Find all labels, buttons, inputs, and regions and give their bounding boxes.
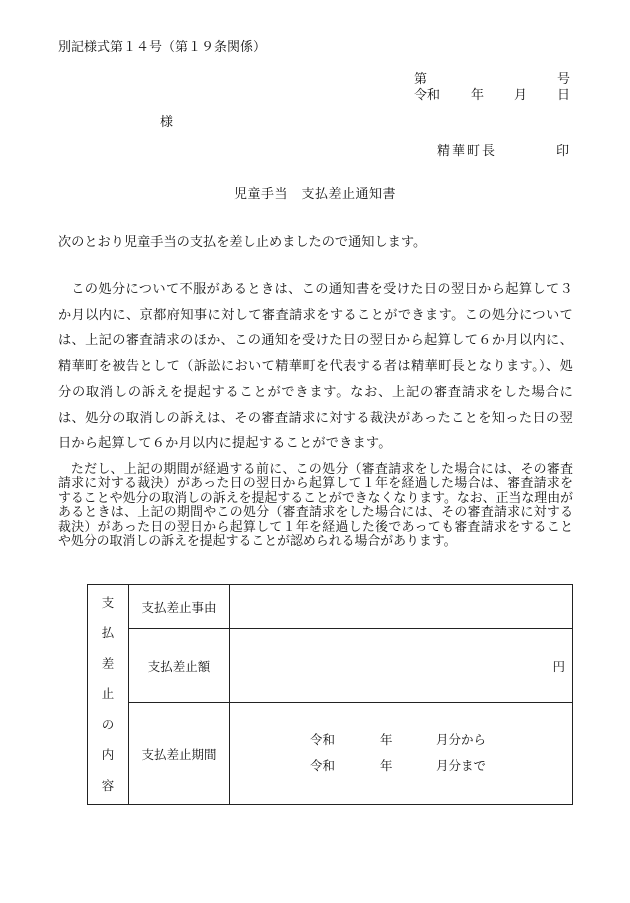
reason-label: 支払差止事由	[129, 585, 230, 629]
vertical-char: 内	[101, 747, 115, 763]
date-day: 日	[557, 88, 571, 103]
period-to-month: 月分まで	[436, 757, 487, 773]
suspension-table	[87, 584, 573, 805]
amount-unit: 円	[552, 658, 565, 674]
vertical-char: 払	[101, 625, 115, 641]
appeal-paragraph: この処分について不服があるときは、この通知書を受けた日の翌日から起算して３か月以内に、京都府知事に対して審査請求をすることができます。この処分については、上記の審査請求のほか、この通知を受けた日の翌日から起算して６か月以内に、精華町を被告として（訴訟において精華町を代表する者は精華町長となります。）、処分の取消しの訴えを提起することができます。なお、上記の審査請求をした場合には、処分の取消しの訴えは、その審査請求に対する裁決があったことを知った日の翌日から起算して６か月以内に提起することができます。	[58, 282, 573, 452]
addressee-suffix: 様	[160, 115, 174, 130]
issuer: 精華町長	[437, 144, 498, 159]
period-from-era: 令和	[310, 731, 336, 747]
date-month: 月	[514, 88, 528, 103]
vertical-label	[88, 585, 129, 805]
amount-value	[230, 629, 573, 703]
vertical-char: 容	[101, 777, 115, 793]
period-to-year: 年	[380, 757, 393, 773]
vertical-char: 支	[101, 594, 115, 610]
document-title: 児童手当 支払差止通知書	[233, 187, 396, 202]
period-from-line	[230, 730, 572, 752]
vertical-char: 止	[101, 686, 115, 702]
number-suffix: 号	[557, 72, 571, 87]
date-year: 年	[471, 88, 485, 103]
date-era: 令和	[414, 88, 441, 103]
period-from-month: 月分から	[436, 731, 487, 747]
amount-label: 支払差止額	[129, 629, 230, 703]
reason-value	[230, 585, 573, 629]
period-from-year: 年	[380, 731, 393, 747]
form-label: 別記様式第１４号（第１９条関係）	[58, 40, 267, 55]
seal-mark: 印	[556, 144, 570, 159]
proviso-paragraph: ただし、上記の期間が経過する前に、この処分（審査請求をした場合には、その審査請求に対する裁決）があった日の翌日から起算して１年を経過した場合は、審査請求をすることや処分の取消しの訴えを提起することができなくなります。なお、正当な理由があるときは、上記の期間やこの処分（審査請求をした場合には、その審査請求に対する裁決）があった日の翌日から起算して１年を経過した後であっても審査請求をすることや処分の取消しの訴えを提起することが認められる場合があります。	[58, 462, 573, 550]
vertical-char: の	[101, 716, 115, 732]
lead-text: 次のとおり児童手当の支払を差し止めましたので通知します。	[58, 235, 427, 250]
period-to-era: 令和	[310, 757, 336, 773]
number-prefix: 第	[414, 72, 428, 87]
period-label: 支払差止期間	[129, 703, 230, 805]
vertical-char: 差	[101, 655, 115, 671]
period-value	[230, 703, 573, 805]
period-to-line	[230, 756, 572, 778]
